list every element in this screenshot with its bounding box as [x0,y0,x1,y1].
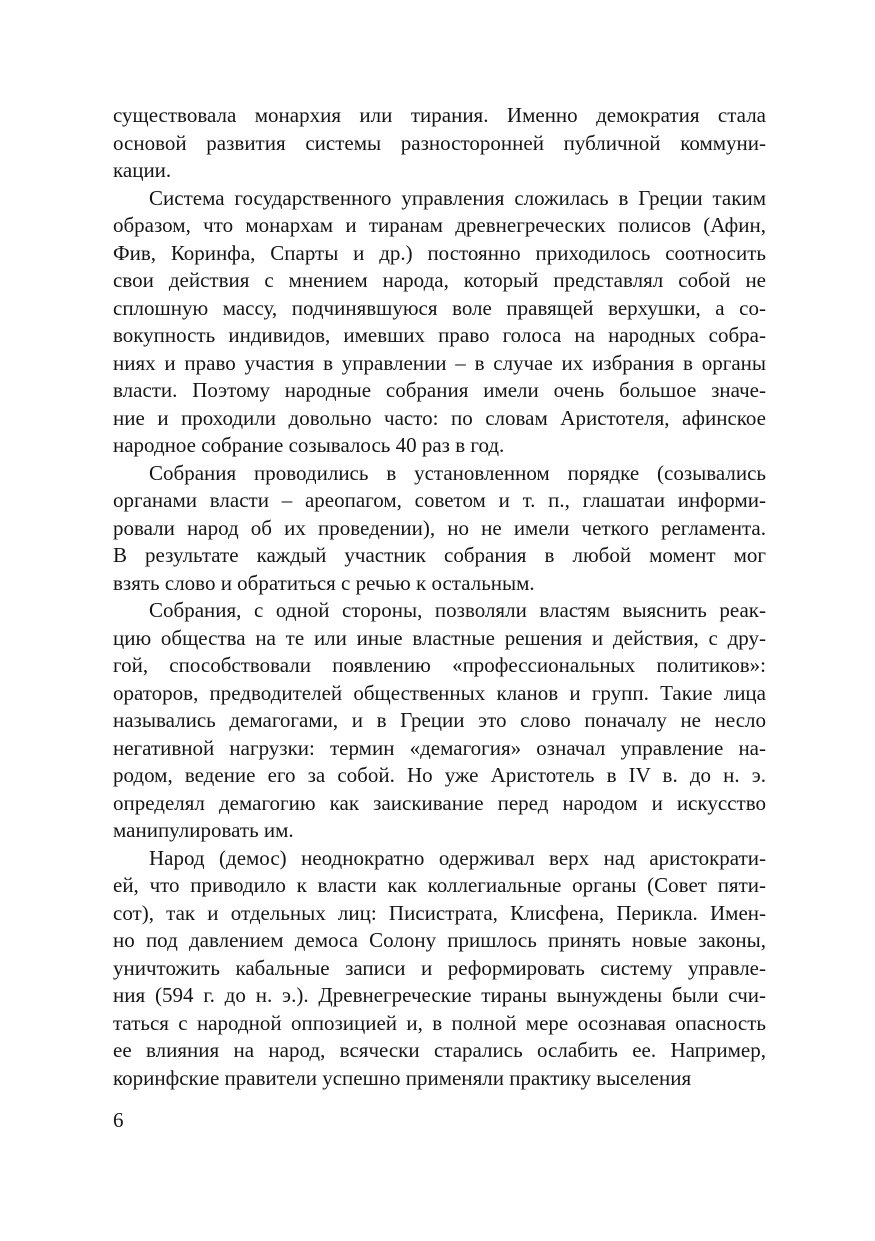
text-line: органами власти – ареопагом, советом и т. п., глашатаи информи- [113,488,766,512]
text-line: цию общества на те или иные властные решения и действия, с дру- [113,625,766,650]
text-line: коринфские правители успешно применяли практику выселения [113,1065,692,1090]
text-line: таться с народной оппозицией и, в полной мере осознавая опасность [113,1010,766,1035]
paragraph [113,460,766,598]
paragraph [113,597,766,845]
text-line: сплошную массу, подчинявшуюся воле правящей верхушки, а со- [113,295,766,320]
text-line: ния (594 г. до н. э.). Древнегреческие тираны вынуждены были счи- [113,983,766,1007]
text-line: Собрания, с одной стороны, позволяли властям выяснить реак- [149,598,766,622]
text-line: Фив, Коринфа, Спарты и др.) постоянно приходилось соотносить [113,240,766,265]
text-line: Собрания проводились в установленном порядке (созывались [149,460,766,485]
page-number: 6 [113,1108,124,1132]
text-line: уничтожить кабальные записи и реформировать систему управле- [113,955,766,980]
text-line: вокупность индивидов, имевших право голоса на народных собра- [113,323,766,347]
text-line: но под давлением демоса Солону пришлось принять новые законы, [113,928,766,952]
text-line: взять слово и обратиться с речью к остальным. [113,570,535,595]
paragraph [113,845,766,1093]
text-line: ей, что приводило к власти как коллегиальные органы (Совет пяти- [113,873,766,897]
text-line: ниях и право участия в управлении – в случае их избрания в органы [113,350,766,375]
text-line: существовала монархия или тирания. Именно демократия стала [113,103,766,127]
text-line: родом, ведение его за собой. Но уже Аристотель в IV в. до н. э. [113,763,766,787]
paragraph [113,185,766,460]
text-line: В результате каждый участник собрания в любой момент мог [113,543,766,567]
text-block [113,102,766,1092]
text-line: негативной нагрузки: термин «демагогия» означал управление на- [113,735,766,760]
text-line: власти. Поэтому народные собрания имели очень большое значе- [113,378,766,402]
text-line: сот), так и отдельных лиц: Писистрата, Клисфена, Перикла. Имен- [113,900,766,925]
text-line: назывались демагогами, и в Греции это слово поначалу не несло [113,708,766,732]
text-line: свои действия с мнением народа, который представлял собой не [113,268,766,292]
text-line: народное собрание созывалось 40 раз в год. [113,433,505,457]
text-line: кации. [113,158,172,182]
text-line: ее влияния на народ, всячески старались ослабить ее. Например, [113,1038,766,1062]
text-line: ние и проходили довольно часто: по словам Аристотеля, афинское [113,405,766,430]
text-line: основой развития системы разносторонней публичной коммуни- [113,130,766,155]
text-line: определял демагогию как заискивание перед народом и искусство [113,790,766,815]
text-line: гой, способствовали появлению «профессиональных политиков»: [113,653,766,677]
text-line: манипулировать им. [113,818,294,842]
text-line: ораторов, предводителей общественных кланов и групп. Такие лица [113,680,766,705]
text-line: Народ (демос) неоднократно одерживал верх над аристократи- [149,845,766,870]
text-line: Система государственного управления сложилась в Греции таким [149,185,766,210]
text-line: ровали народ об их проведении), но не имели четкого регламента. [113,515,766,540]
text-line: образом, что монархам и тиранам древнегреческих полисов (Афин, [113,213,766,237]
paragraph [113,102,766,185]
